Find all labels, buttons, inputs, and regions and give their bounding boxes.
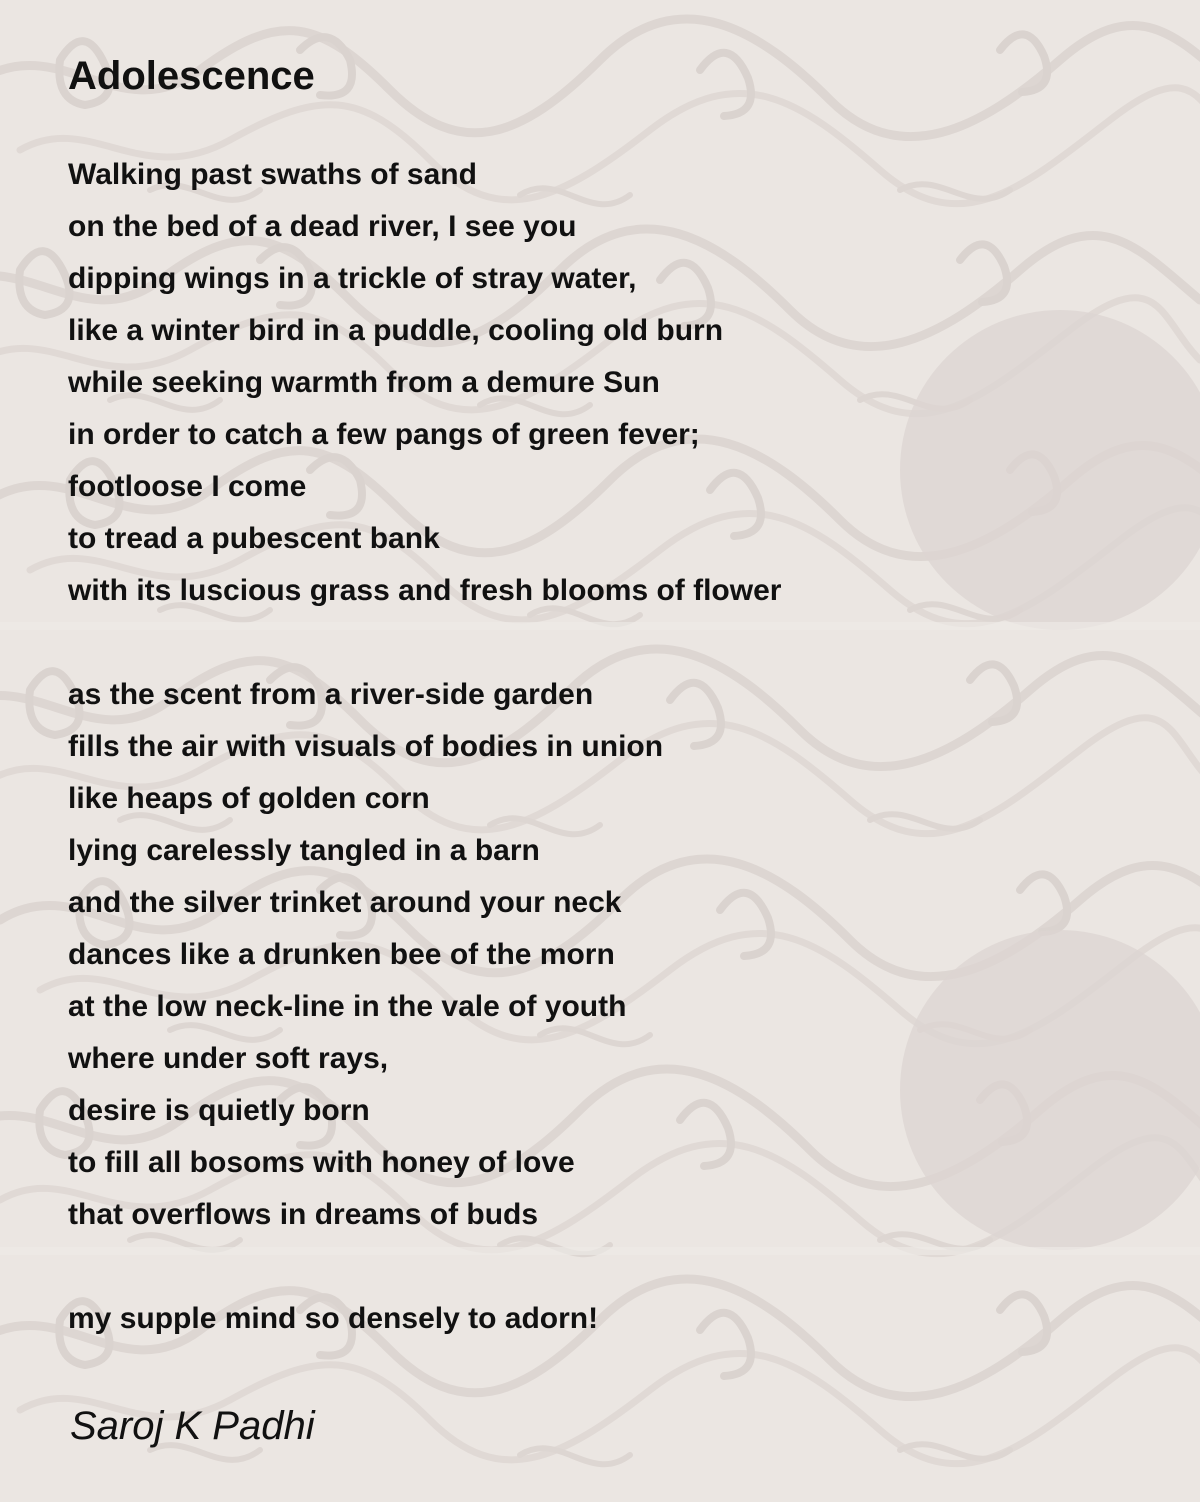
poem-line: Walking past swaths of sand: [68, 158, 477, 191]
poem-line: footloose I come: [68, 470, 307, 503]
poem-line: dipping wings in a trickle of stray water,: [68, 262, 637, 295]
poem-title: Adolescence: [68, 54, 315, 98]
poem-line: to fill all bosoms with honey of love: [68, 1146, 575, 1179]
poem-line: like a winter bird in a puddle, cooling old burn: [68, 314, 724, 347]
poem-line: my supple mind so densely to adorn!: [68, 1302, 599, 1335]
poem-line: where under soft rays,: [68, 1042, 389, 1075]
poem-line: at the low neck-line in the vale of youth: [68, 990, 627, 1023]
poem-line: to tread a pubescent bank: [68, 522, 440, 555]
poem-line: as the scent from a river-side garden: [68, 678, 594, 711]
author-name: Saroj K Padhi: [70, 1404, 315, 1448]
stanza-2: [68, 669, 663, 1241]
poem-line: dances like a drunken bee of the morn: [68, 938, 615, 971]
poem-line: that overflows in dreams of buds: [68, 1198, 539, 1231]
poem-line: on the bed of a dead river, I see you: [68, 210, 577, 243]
poem-line: lying carelessly tangled in a barn: [68, 834, 540, 867]
poem-line: with its luscious grass and fresh blooms of flower: [68, 574, 782, 607]
poem-line: in order to catch a few pangs of green fever;: [68, 418, 700, 451]
poem-line: while seeking warmth from a demure Sun: [68, 366, 660, 399]
poem-line: fills the air with visuals of bodies in union: [68, 730, 664, 763]
poem-line: like heaps of golden corn: [68, 782, 430, 815]
poem-line: desire is quietly born: [68, 1094, 370, 1127]
stanza-3: [68, 1293, 598, 1345]
stanza-1: [68, 149, 781, 617]
poem-line: and the silver trinket around your neck: [68, 886, 622, 919]
